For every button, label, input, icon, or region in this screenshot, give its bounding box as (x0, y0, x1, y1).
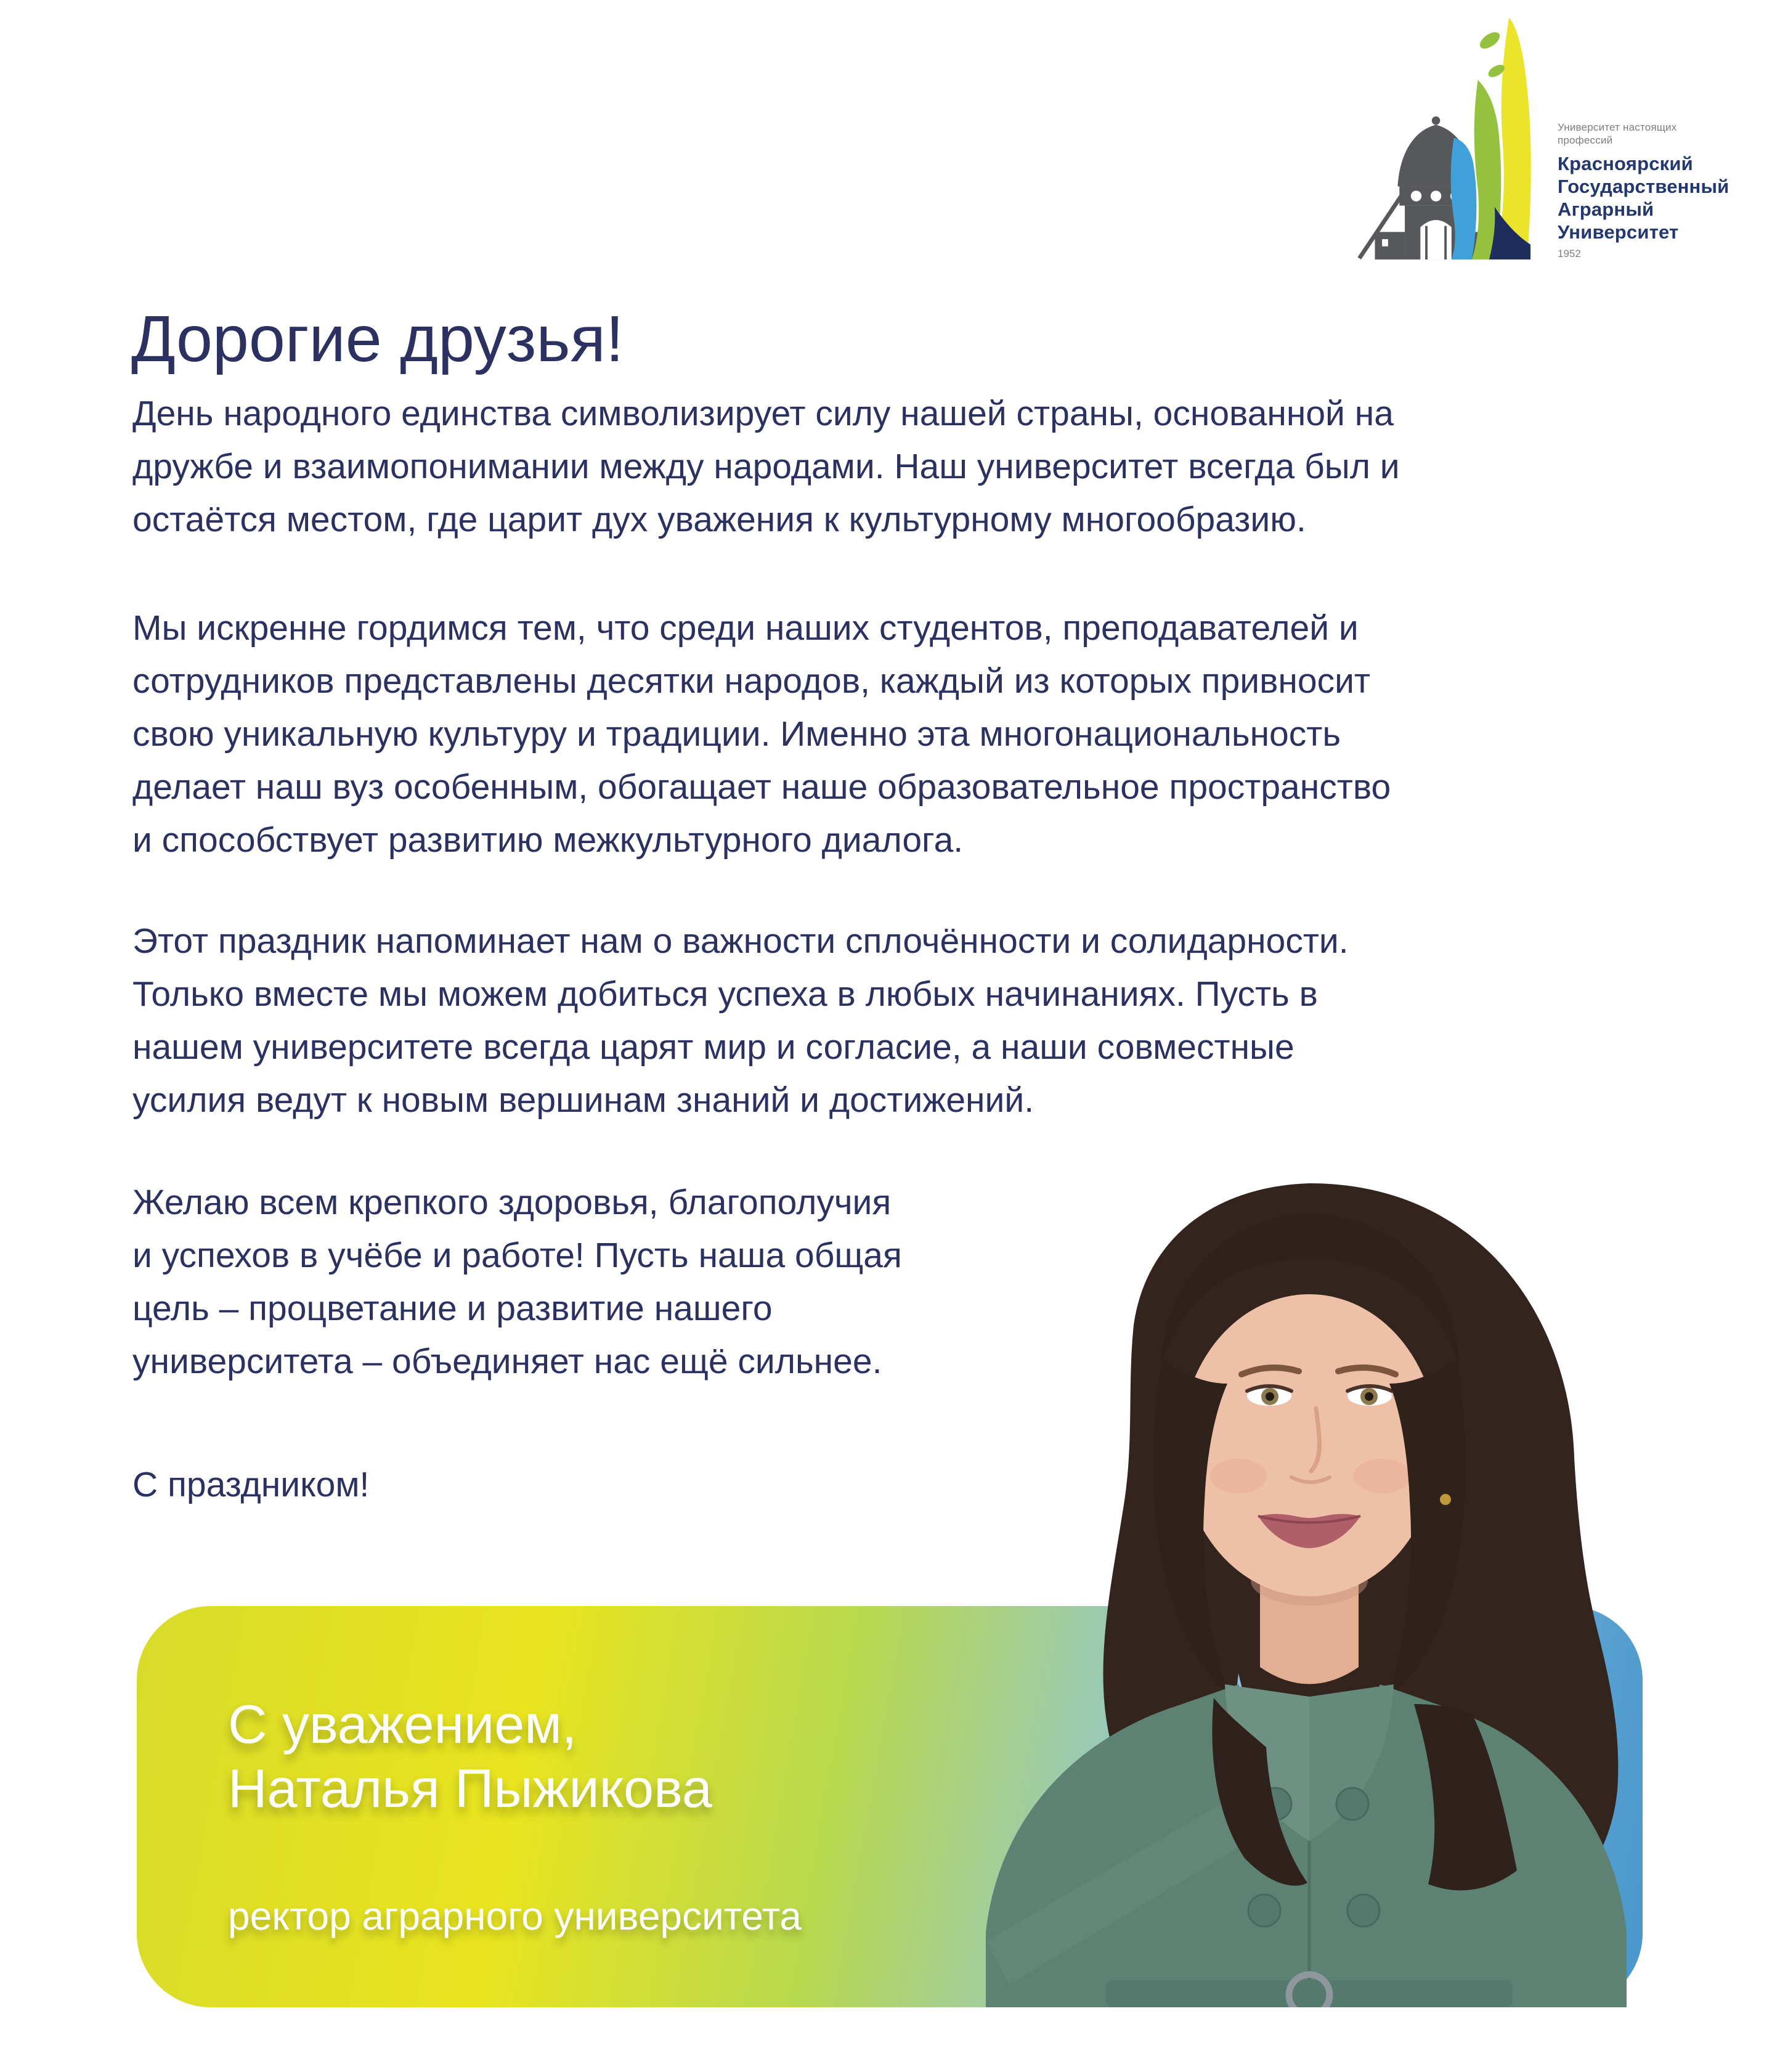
coat-belt (1106, 1980, 1513, 2007)
university-logo-icon (1349, 9, 1546, 261)
page-title: Дорогие друзья! (131, 303, 624, 376)
rector-photo (949, 1180, 1645, 2007)
signature-name: С уважением, Наталья Пыжикова (228, 1694, 712, 1819)
signature-role: ректор аграрного университета (228, 1894, 802, 1938)
coat-button (1347, 1895, 1380, 1927)
face (1181, 1294, 1437, 1596)
coat-button (1336, 1788, 1368, 1820)
coat-button (1248, 1895, 1280, 1927)
paragraph-2: Мы искренне гордимся тем, что среди наших студентов, преподавателей и сотрудников представлены десятки народов, каждый из которых привносит свою уникальную культуру и традиции. Именно эта многонациональность делает наш вуз особенным, обогащает наше образовательное пространство и способствует развитию межкультурного диалога. (132, 608, 1391, 860)
logo-university-name: Красноярский Государственный Аграрный Университет (1558, 153, 1729, 243)
earring (1440, 1494, 1451, 1505)
closing-line: С праздником! (132, 1465, 370, 1504)
leaf-icon (1477, 29, 1502, 52)
paragraph-3: Этот праздник напоминает нам о важности сплочённости и солидарности. Только вместе мы можем добиться успеха в любых начинаниях. Пусть в нашем университете всегда царят мир и согласие, а наши совместные усилия ведут к новым вершинам знаний и достижений. (132, 921, 1349, 1120)
paragraph-4: Желаю всем крепкого здоровья, благополучия и успехов в учёбе и работе! Пусть наша общая цель – процветание и развитие нашего университета – объединяет нас ещё сильнее. (132, 1183, 902, 1381)
logo-tagline: Университет настоящих профессий (1558, 121, 1677, 146)
logo-founding-year: 1952 (1558, 248, 1581, 259)
university-logo-text (1558, 121, 1761, 260)
paragraph-1: День народного единства символизирует силу нашей страны, основанной на дружбе и взаимопонимании между народами. Наш университет всегда был и остаётся местом, где царит дух уважения к культурному многообразию. (132, 394, 1400, 539)
